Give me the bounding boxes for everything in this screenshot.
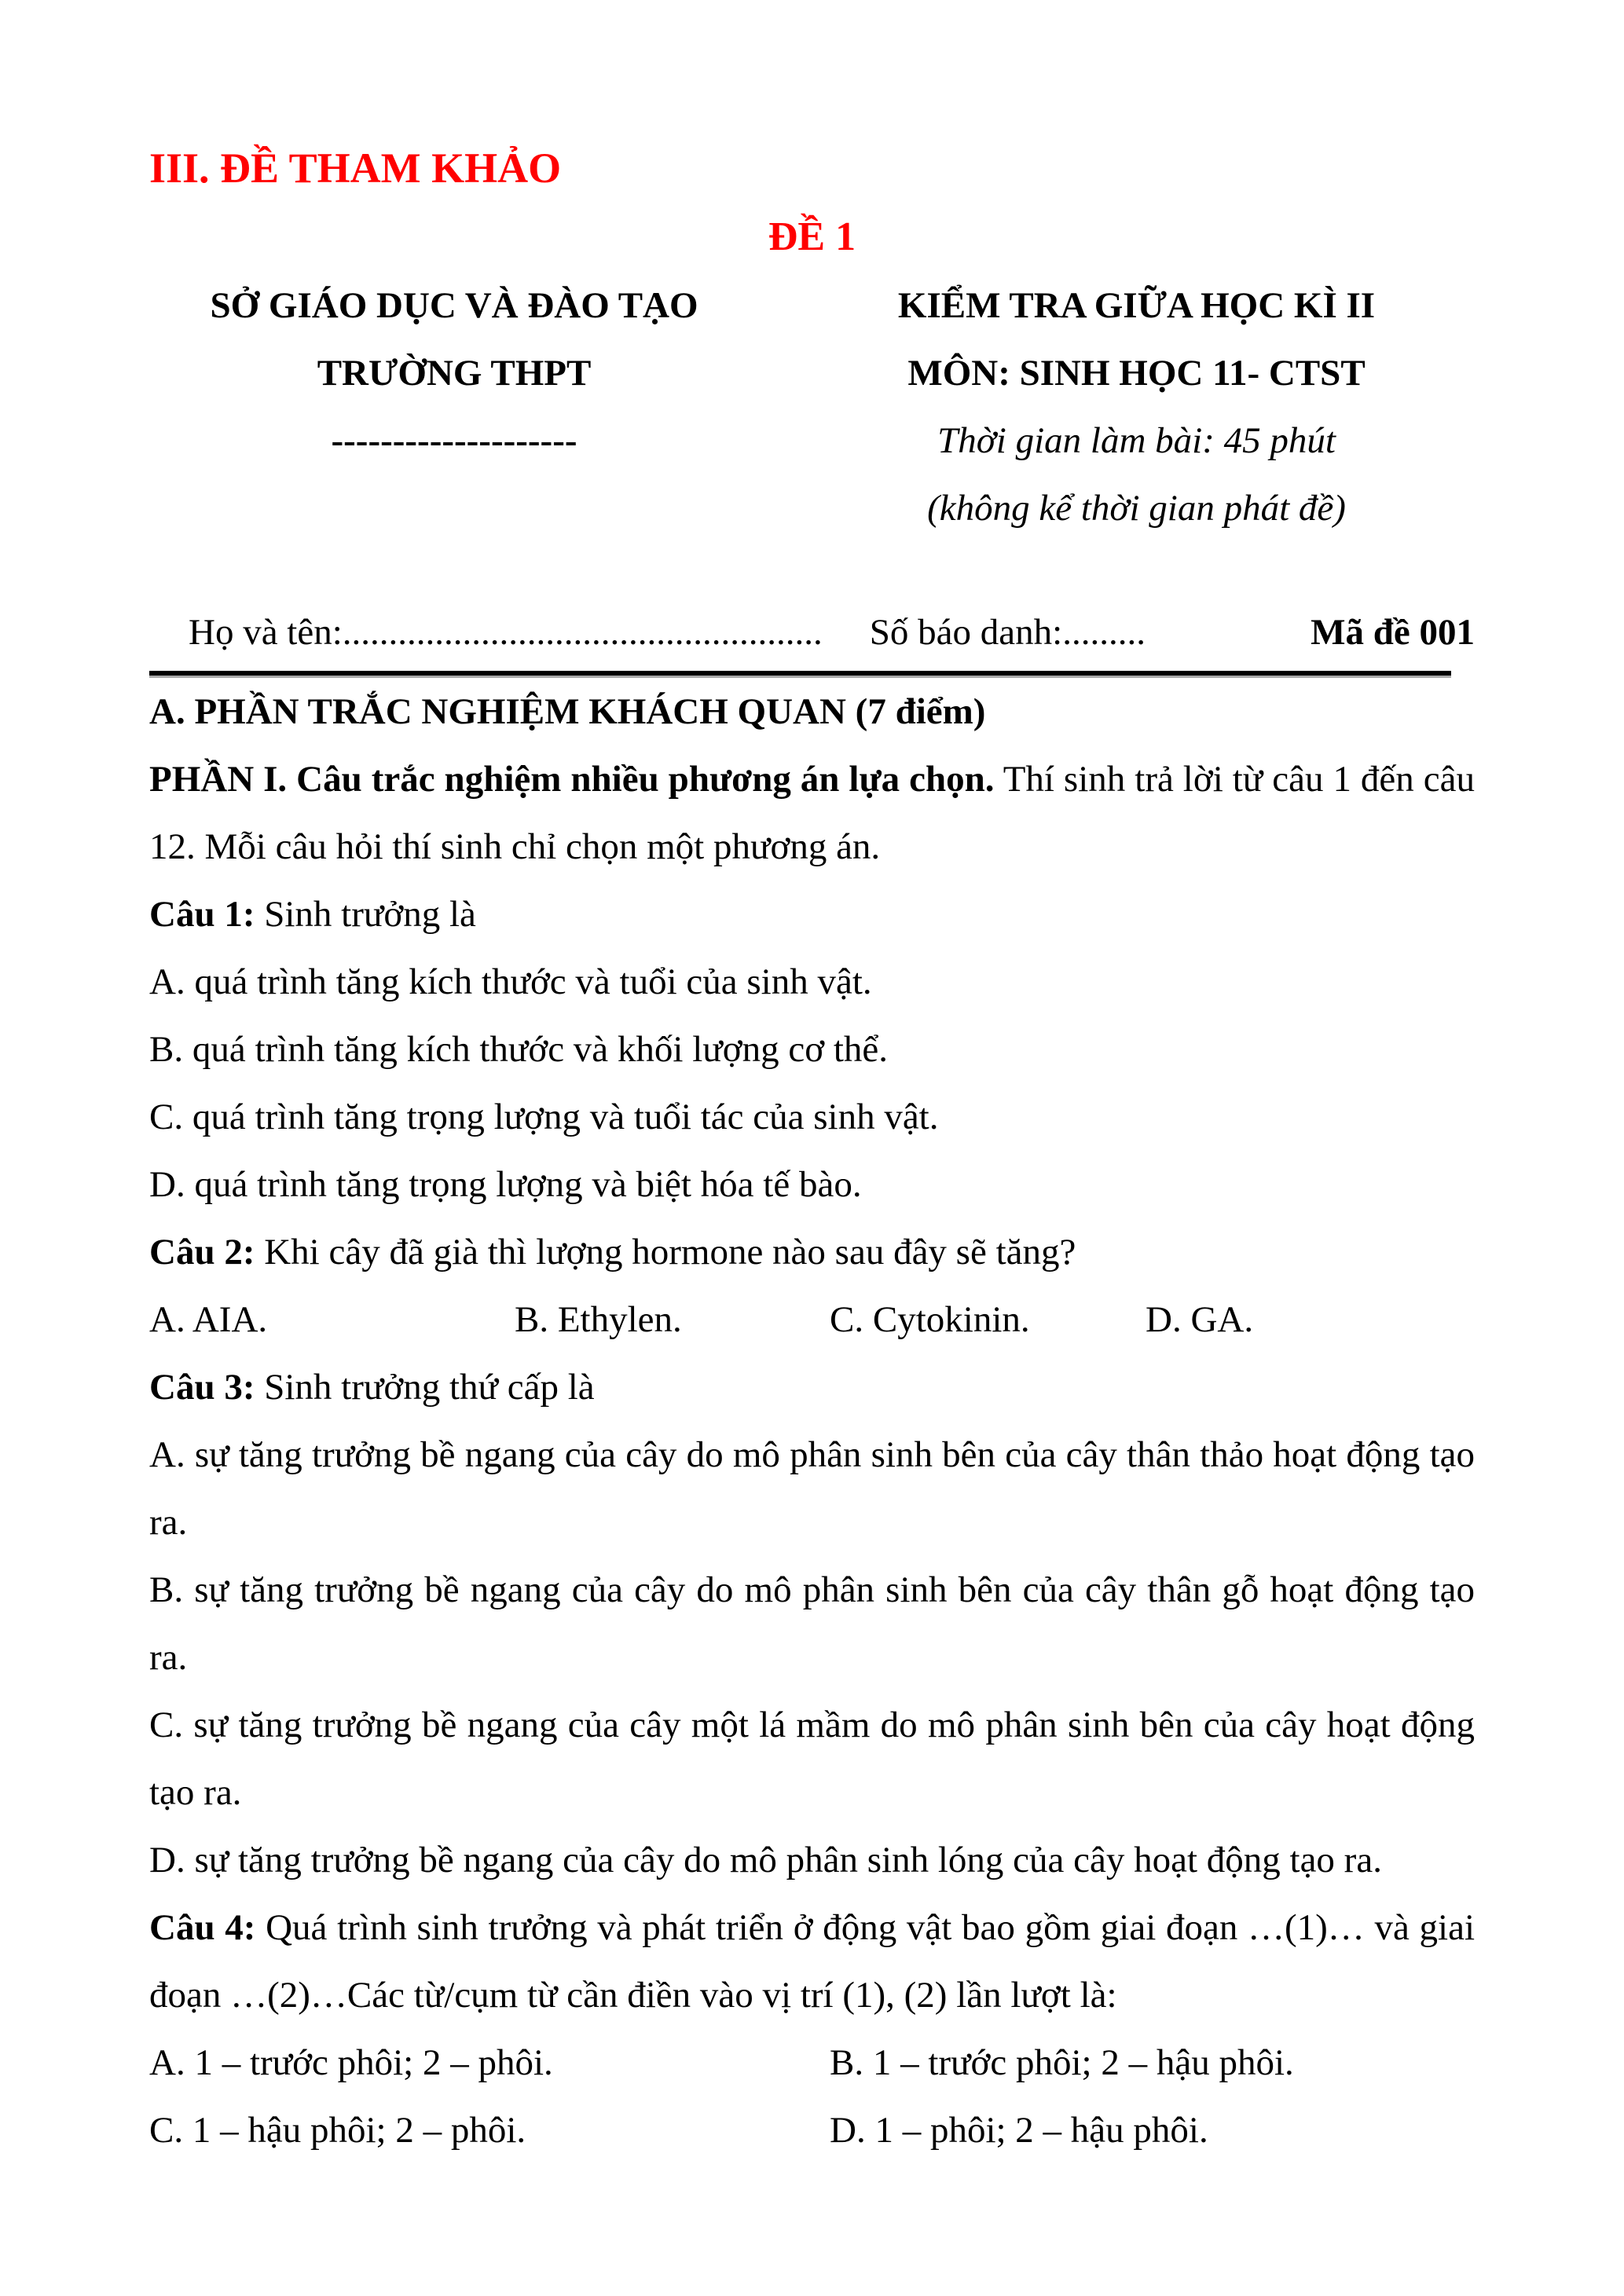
question-3-option-a: A. sự tăng trưởng bề ngang của cây do mô phân sinh bên của cây thân thảo hoạt động tạo ra. bbox=[149, 1434, 1475, 1543]
question-2-stem bbox=[149, 1218, 1475, 1286]
question-3-option-b: B. sự tăng trưởng bề ngang của cây do mô phân sinh bên của cây thân gỗ hoạt động tạo ra. bbox=[149, 1569, 1475, 1678]
subject-name: MÔN: SINH HỌC 11- CTST bbox=[907, 353, 1366, 394]
exam-number-title: ĐỀ 1 bbox=[768, 214, 856, 259]
question-4-stem bbox=[149, 1894, 1475, 2029]
header-right-column bbox=[759, 272, 1475, 542]
question-1-option-d: D. quá trình tăng trọng lượng và biệt hóa tế bào. bbox=[149, 1164, 862, 1205]
duration-note: Thời gian làm bài: 45 phút bbox=[937, 420, 1336, 461]
part1-intro-bold: PHẦN I. Câu trắc nghiệm nhiều phương án lựa chọn. bbox=[149, 759, 995, 800]
question-3-label: Câu 3: bbox=[149, 1367, 255, 1408]
question-2-option-a: A. AIA. bbox=[149, 1299, 268, 1340]
question-3-stem bbox=[149, 1353, 1475, 1421]
student-info-row bbox=[149, 599, 1475, 666]
question-2-option-b: B. Ethylen. bbox=[515, 1299, 682, 1340]
student-name-field: Họ và tên:.................................................... bbox=[189, 612, 823, 653]
distribution-note: (không kể thời gian phát đề) bbox=[927, 488, 1346, 529]
exam-header bbox=[149, 272, 1475, 542]
question-1-label: Câu 1: bbox=[149, 894, 255, 935]
school-name: TRƯỜNG THPT bbox=[317, 353, 592, 394]
part1-intro bbox=[149, 745, 1475, 881]
question-2-label: Câu 2: bbox=[149, 1232, 255, 1273]
question-2-option-c: C. Cytokinin. bbox=[830, 1299, 1030, 1340]
question-4-option-c: C. 1 – hậu phôi; 2 – phôi. bbox=[149, 2110, 526, 2151]
department-name: SỞ GIÁO DỤC VÀ ĐÀO TẠO bbox=[210, 285, 698, 326]
question-2-text: Khi cây đã già thì lượng hormone nào sau đây sẽ tăng? bbox=[255, 1232, 1076, 1273]
candidate-number-field: Số báo danh:......... bbox=[869, 612, 1146, 653]
question-1-option-a: A. quá trình tăng kích thước và tuổi của sinh vật. bbox=[149, 961, 872, 1002]
question-4-option-b: B. 1 – trước phôi; 2 – hậu phôi. bbox=[830, 2042, 1294, 2083]
separator-dashes: -------------------- bbox=[331, 420, 577, 461]
part-a-heading: A. PHẦN TRẮC NGHIỆM KHÁCH QUAN (7 điểm) bbox=[149, 691, 986, 732]
header-left-column bbox=[149, 272, 759, 542]
divider-line bbox=[149, 671, 1451, 678]
question-3-option-d: D. sự tăng trưởng bề ngang của cây do mô phân sinh lóng của cây hoạt động tạo ra. bbox=[149, 1840, 1382, 1880]
question-2-option-d: D. GA. bbox=[1146, 1299, 1254, 1340]
question-1-option-b: B. quá trình tăng kích thước và khối lượng cơ thể. bbox=[149, 1029, 888, 1070]
question-1-stem bbox=[149, 881, 1475, 948]
section-title: III. ĐỀ THAM KHẢO bbox=[149, 145, 562, 192]
question-3-option-c: C. sự tăng trưởng bề ngang của cây một lá mầm do mô phân sinh bên của cây hoạt động tạo ra. bbox=[149, 1705, 1475, 1813]
question-4-option-d: D. 1 – phôi; 2 – hậu phôi. bbox=[830, 2110, 1208, 2151]
question-2-options-row bbox=[149, 1286, 1475, 1353]
question-4-text: Quá trình sinh trưởng và phát triển ở động vật bao gồm giai đoạn …(1)… và giai đoạn …(2)…Các từ/cụm từ cần điền vào vị trí (1), (2) lần lượt là: bbox=[149, 1907, 1475, 2016]
question-3-text: Sinh trưởng thứ cấp là bbox=[255, 1367, 595, 1408]
question-4-options-grid bbox=[149, 2029, 1475, 2164]
exam-code-badge: Mã đề 001 bbox=[1311, 612, 1475, 653]
question-4-option-a: A. 1 – trước phôi; 2 – phôi. bbox=[149, 2042, 553, 2083]
exam-name: KIỂM TRA GIỮA HỌC KÌ II bbox=[897, 285, 1376, 326]
question-4-label: Câu 4: bbox=[149, 1907, 256, 1948]
part1-intro-rest: Thí sinh trả lời từ câu 1 đến câu 12. Mỗi câu hỏi thí sinh chỉ chọn một phương án. bbox=[149, 759, 1475, 867]
question-1-text: Sinh trưởng là bbox=[255, 894, 476, 935]
question-1-option-c: C. quá trình tăng trọng lượng và tuổi tác của sinh vật. bbox=[149, 1097, 939, 1137]
